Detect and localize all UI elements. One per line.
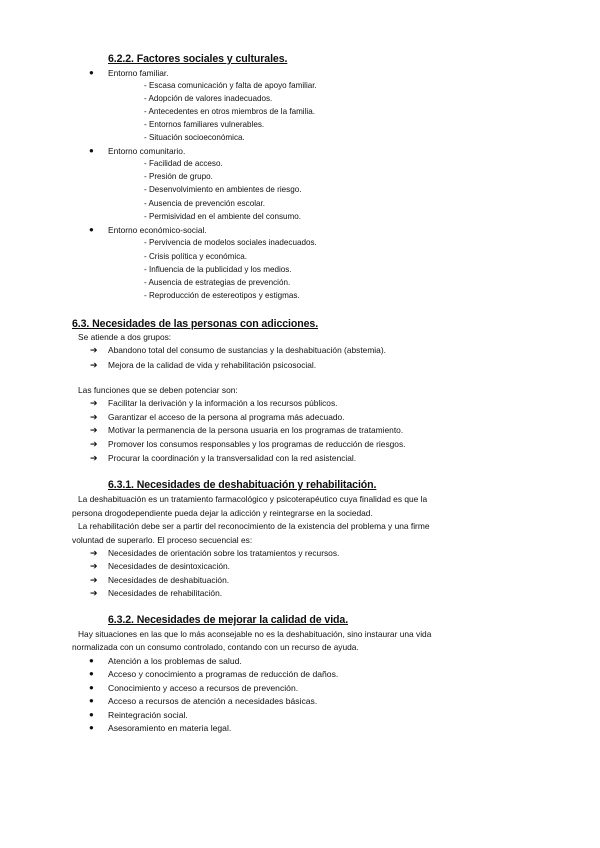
bullet-icon: ●	[89, 696, 94, 705]
arrow-item: Promover los consumos responsables y los programas de reducción de riesgos.	[108, 439, 406, 449]
section-6-3-heading: 6.3. Necesidades de las personas con adicciones.	[72, 318, 319, 330]
bullet-icon: ●	[89, 225, 94, 234]
group-label: Entorno económico-social.	[108, 225, 207, 235]
bullet-icon: ●	[89, 669, 94, 678]
arrow-icon: ➔	[90, 398, 98, 408]
arrow-icon: ➔	[90, 453, 98, 463]
list-item: - Crisis política y económica.	[144, 252, 248, 261]
list-item: - Reproducción de estereotipos y estigmas.	[144, 291, 300, 300]
bullet-icon: ●	[89, 68, 94, 77]
section-6-3-2-heading: 6.3.2. Necesidades de mejorar la calidad de vida.	[108, 614, 349, 626]
group-label: Entorno comunitario.	[108, 146, 186, 156]
arrow-icon: ➔	[90, 548, 98, 558]
list-item: Reintegración social.	[108, 710, 188, 720]
list-item: - Antecedentes en otros miembros de la familia.	[144, 107, 315, 116]
list-item: - Situación socioeconómica.	[144, 133, 245, 142]
arrow-item: Necesidades de orientación sobre los tratamientos y recursos.	[108, 548, 340, 558]
bullet-icon: ●	[89, 723, 94, 732]
arrow-item: Garantizar el acceso de la persona al programa más adecuado.	[108, 412, 345, 422]
list-item: Asesoramiento en materia legal.	[108, 723, 232, 733]
arrow-item: Mejora de la calidad de vida y rehabilitación psicosocial.	[108, 360, 317, 370]
arrow-icon: ➔	[90, 575, 98, 585]
bullet-icon: ●	[89, 710, 94, 719]
arrow-item: Motivar la permanencia de la persona usuaria en los programas de tratamiento.	[108, 425, 404, 435]
arrow-item: Necesidades de deshabituación.	[108, 575, 230, 585]
paragraph-text: Las funciones que se deben potenciar son:	[78, 385, 238, 395]
list-item: - Ausencia de estrategias de prevención.	[144, 278, 291, 287]
paragraph-text: La rehabilitación debe ser a partir del reconocimiento de la existencia del problema y una firme	[78, 521, 430, 531]
list-item: - Adopción de valores inadecuados.	[144, 94, 273, 103]
paragraph-text: Hay situaciones en las que lo más aconsejable no es la deshabituación, sino instaurar una vida	[78, 629, 432, 639]
arrow-icon: ➔	[90, 561, 98, 571]
arrow-item: Facilitar la derivación y la información a los recursos públicos.	[108, 398, 338, 408]
list-item: Conocimiento y acceso a recursos de prevención.	[108, 683, 299, 693]
bullet-icon: ●	[89, 146, 94, 155]
list-item: - Desenvolvimiento en ambientes de riesgo.	[144, 185, 302, 194]
list-item: Acceso a recursos de atención a necesidades básicas.	[108, 696, 318, 706]
arrow-item: Necesidades de rehabilitación.	[108, 588, 223, 598]
arrow-item: Abandono total del consumo de sustancias y la deshabituación (abstemia).	[108, 345, 386, 355]
list-item: - Pervivencia de modelos sociales inadecuados.	[144, 238, 317, 247]
arrow-icon: ➔	[90, 412, 98, 422]
arrow-icon: ➔	[90, 360, 98, 370]
paragraph-text: persona drogodependiente pueda dejar la adicción y reintegrarse en la sociedad.	[72, 508, 373, 518]
arrow-icon: ➔	[90, 345, 98, 355]
arrow-icon: ➔	[90, 588, 98, 598]
list-item: Atención a los problemas de salud.	[108, 656, 242, 666]
paragraph-text: Se atiende a dos grupos:	[78, 332, 172, 342]
arrow-item: Procurar la coordinación y la transversalidad con la red asistencial.	[108, 453, 357, 463]
section-6-2-2-heading: 6.2.2. Factores sociales y culturales.	[108, 53, 288, 65]
section-6-3-1-heading: 6.3.1. Necesidades de deshabituación y rehabilitación.	[108, 479, 377, 491]
paragraph-text: voluntad de superarlo. El proceso secuencial es:	[72, 535, 253, 545]
list-item: Acceso y conocimiento a programas de reducción de daños.	[108, 669, 339, 679]
paragraph-text: normalizada con un consumo controlado, contando con un recurso de ayuda.	[72, 642, 359, 652]
list-item: - Ausencia de prevención escolar.	[144, 199, 266, 208]
arrow-icon: ➔	[90, 425, 98, 435]
group-label: Entorno familiar.	[108, 68, 169, 78]
list-item: - Influencia de la publicidad y los medios.	[144, 265, 292, 274]
paragraph-text: La deshabituación es un tratamiento farmacológico y psicoterapéutico cuya finalidad es que la	[78, 494, 428, 504]
bullet-icon: ●	[89, 656, 94, 665]
list-item: - Presión de grupo.	[144, 172, 213, 181]
list-item: - Entornos familiares vulnerables.	[144, 120, 265, 129]
bullet-icon: ●	[89, 683, 94, 692]
arrow-icon: ➔	[90, 439, 98, 449]
list-item: - Facilidad de acceso.	[144, 159, 223, 168]
arrow-item: Necesidades de desintoxicación.	[108, 561, 230, 571]
list-item: - Permisividad en el ambiente del consumo.	[144, 212, 302, 221]
list-item: - Escasa comunicación y falta de apoyo familiar.	[144, 81, 317, 90]
